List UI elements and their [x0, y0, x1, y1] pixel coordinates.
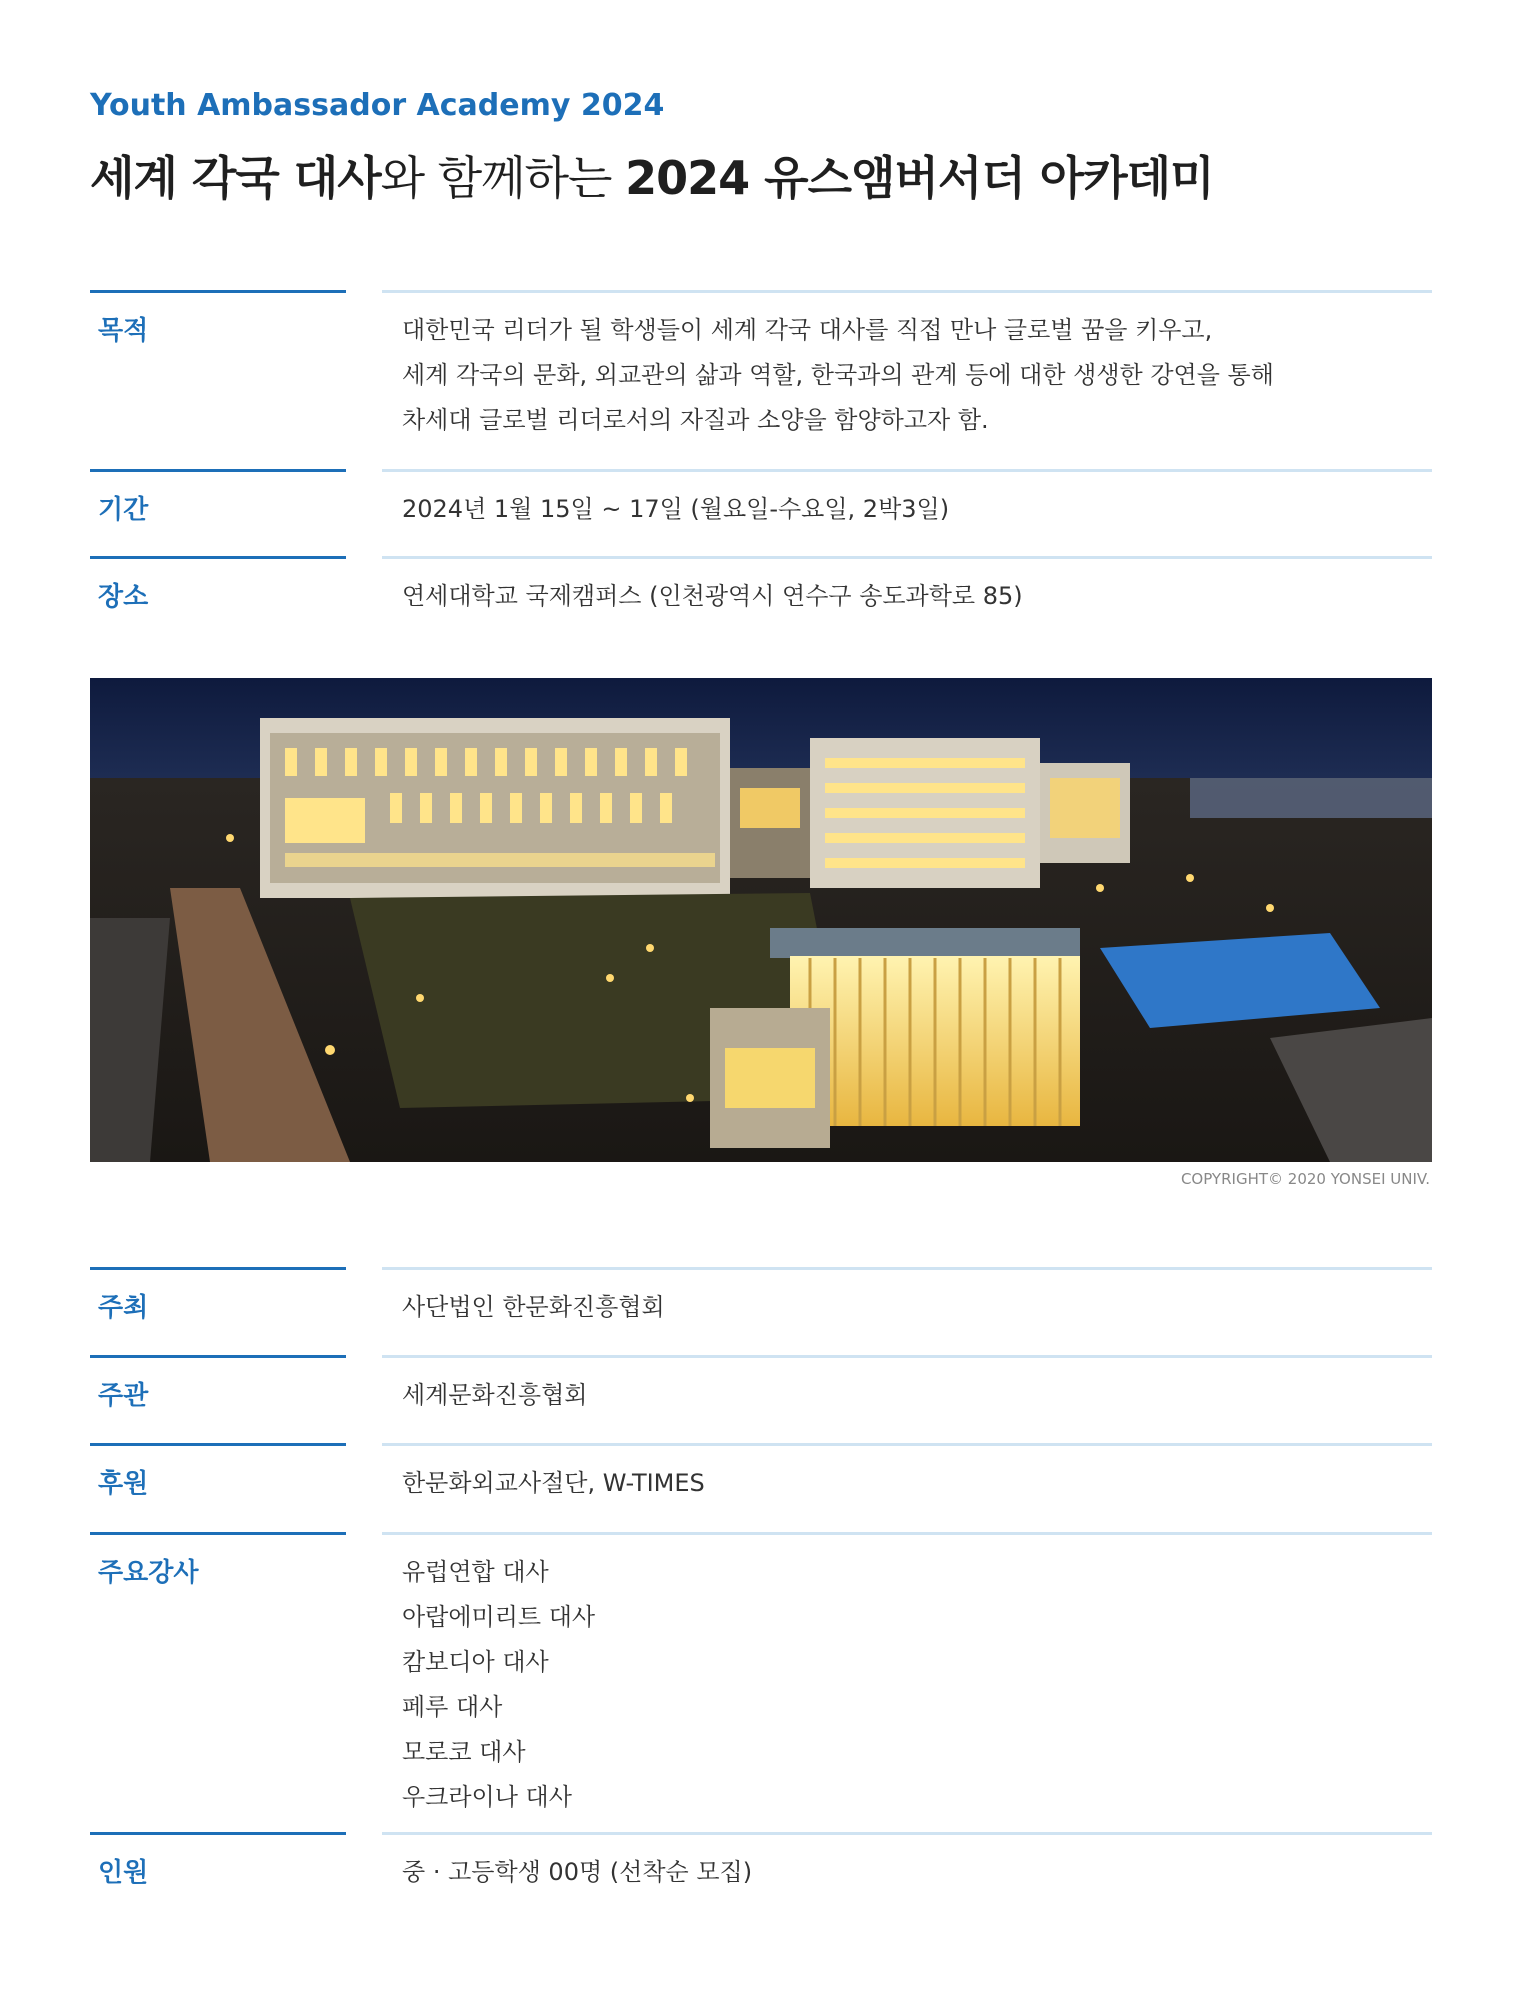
info-label: 인원 — [98, 1858, 149, 1888]
label-rule — [90, 1355, 346, 1358]
info-label: 목적 — [98, 316, 149, 346]
info-value — [402, 1850, 752, 1895]
info-value — [402, 1550, 595, 1820]
title-bold-part: 세계 각국 대사 — [90, 151, 381, 205]
value-line: 세계문화진흥협회 — [402, 1381, 588, 1409]
label-rule — [90, 556, 346, 559]
value-rule — [382, 1355, 1432, 1358]
value-line: 한문화외교사절단, W-TIMES — [402, 1469, 705, 1497]
info-label: 주최 — [98, 1293, 149, 1323]
value-line: 세계 각국의 문화, 외교관의 삶과 역할, 한국과의 관계 등에 대한 생생한 강연을 통해 — [402, 361, 1274, 389]
value-line: 캄보디아 대사 — [402, 1648, 549, 1676]
value-line: 연세대학교 국제캠퍼스 (인천광역시 연수구 송도과학로 85) — [402, 582, 1023, 610]
value-line: 중 · 고등학생 00명 (선착순 모집) — [402, 1858, 753, 1886]
page-title — [90, 142, 1214, 208]
value-rule — [382, 290, 1432, 293]
label-rule — [90, 1832, 346, 1835]
info-label: 기간 — [98, 495, 149, 525]
info-value — [402, 1285, 665, 1330]
photo-copyright: COPYRIGHT© 2020 YONSEI UNIV. — [1180, 1170, 1430, 1188]
info-label: 후원 — [98, 1469, 149, 1499]
value-rule — [382, 1532, 1432, 1535]
info-value — [402, 1373, 587, 1418]
info-value — [402, 1461, 705, 1506]
value-line: 사단법인 한문화진흥협회 — [402, 1293, 665, 1321]
page-subtitle: Youth Ambassador Academy 2024 — [90, 88, 665, 123]
value-rule — [382, 469, 1432, 472]
value-line: 아랍에미리트 대사 — [402, 1603, 596, 1631]
value-rule — [382, 556, 1432, 559]
value-line: 2024년 1월 15일 ~ 17일 (월요일-수요일, 2박3일) — [402, 495, 950, 523]
value-rule — [382, 1267, 1432, 1270]
info-value — [402, 308, 1274, 443]
value-line: 모로코 대사 — [402, 1738, 526, 1766]
value-rule — [382, 1832, 1432, 1835]
info-label: 주요강사 — [98, 1558, 199, 1588]
info-label: 장소 — [98, 582, 149, 612]
title-bold-part-2: 2024 유스앰버서더 아카데미 — [625, 151, 1214, 205]
value-rule — [382, 1443, 1432, 1446]
value-line: 유럽연합 대사 — [402, 1558, 549, 1586]
info-value — [402, 574, 1023, 619]
label-rule — [90, 469, 346, 472]
label-rule — [90, 290, 346, 293]
campus-photo — [90, 678, 1432, 1162]
label-rule — [90, 1443, 346, 1446]
value-line: 대한민국 리더가 될 학생들이 세계 각국 대사를 직접 만나 글로벌 꿈을 키우고, — [402, 316, 1213, 344]
label-rule — [90, 1267, 346, 1270]
info-value — [402, 487, 949, 532]
info-label: 주관 — [98, 1381, 149, 1411]
value-line: 페루 대사 — [402, 1693, 503, 1721]
label-rule — [90, 1532, 346, 1535]
title-light-part: 와 함께하는 — [380, 151, 626, 205]
value-line: 차세대 글로벌 리더로서의 자질과 소양을 함양하고자 함. — [402, 406, 989, 434]
value-line: 우크라이나 대사 — [402, 1783, 572, 1811]
